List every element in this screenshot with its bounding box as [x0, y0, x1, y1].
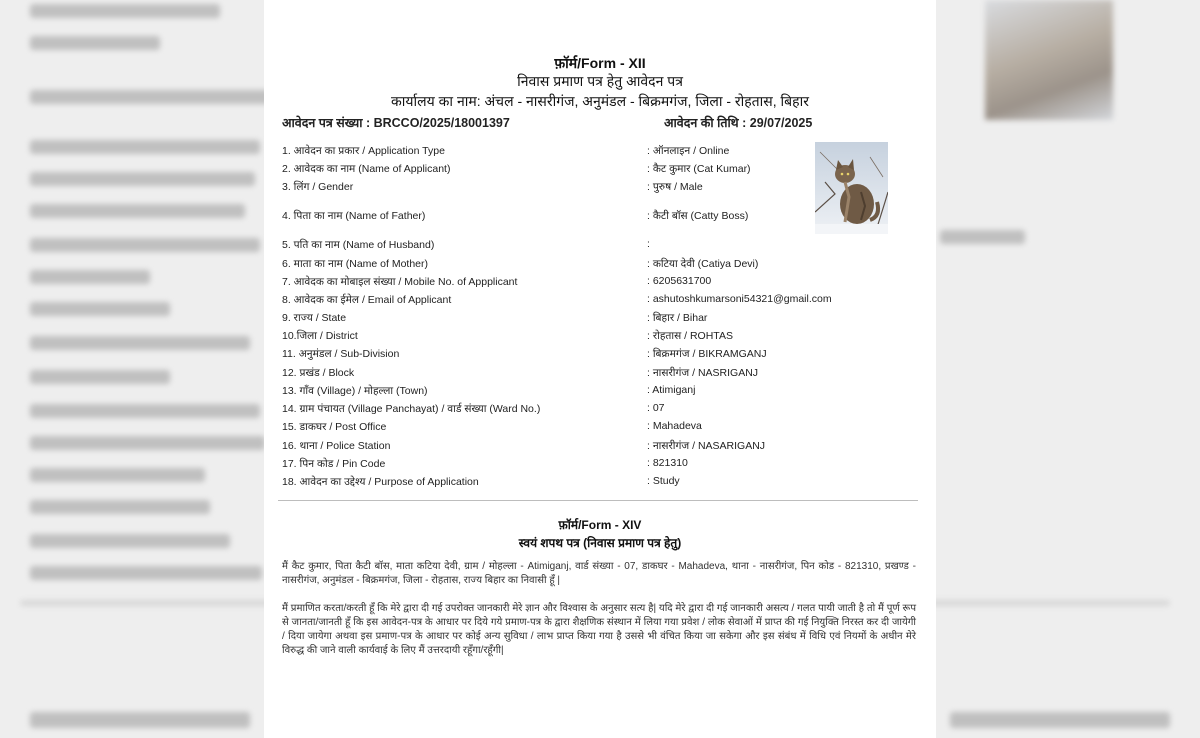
form-xiv-title: फ़ॉर्म/Form - XIV — [558, 518, 642, 532]
field-label: 4. पिता का नाम (Name of Father) — [282, 210, 426, 222]
field-label: 11. अनुमंडल / Sub-Division — [282, 348, 400, 360]
field-value: : पुरुष / Male — [647, 181, 703, 193]
field-label: 13. गाँव (Village) / मोहल्ला (Town) — [282, 385, 428, 397]
field-value: : ashutoshkumarsoni54321@gmail.com — [647, 293, 832, 305]
field-value: : Mahadeva — [647, 420, 702, 432]
application-number: आवेदन पत्र संख्या : BRCCO/2025/18001397 — [282, 116, 510, 130]
field-value: : कटिया देवी (Catiya Devi) — [647, 258, 759, 270]
residence-certificate-form — [264, 0, 936, 738]
form-xii-title: फ़ॉर्म/Form - XII — [554, 55, 646, 71]
declaration-paragraph: मैं प्रमाणित करता/करती हूँ कि मेरे द्वारा दी गई उपरोक्त जानकारी मेरे ज्ञान और विश्वास के अनुसार सत्य है| यदि मेरे द्वारा दी गई जानकारी असत्य / गलत पायी जाती है तो मैं पूर्ण रूप से जानता/जानती हूँ कि इस आवेदन-पत्र के आधार पर दिये गये प्रमाण-पत्र के द्वारा शैक्षणिक संस्थान में लिया गया प्रवेश / लोक सेवाओं में प्राप्त की गई नियुक्ति निरस्त कर दी जायेगी / दिया जायेगा अथवा इस प्रमाण-पत्र के आधार पर कोई अन्य सुविधा / लाभ प्राप्त किया गया है उससे भी वंचित किया जा सकेगा और इस संबंध में विधि एवं नियमों के अधीन मेरे विरुद्ध की जाने वाली कार्यवाई के लिए मैं उत्तरदायी रहूँगा/रहूँगी| — [282, 603, 916, 656]
field-label: 12. प्रखंड / Block — [282, 367, 355, 379]
field-value: : 821310 — [647, 457, 688, 469]
field-label: 2. आवेदक का नाम (Name of Applicant) — [282, 163, 451, 175]
field-label: 10.जिला / District — [282, 330, 358, 342]
field-label: 7. आवेदक का मोबाइल संख्या / Mobile No. of Appplicant — [282, 276, 518, 288]
field-label: 3. लिंग / Gender — [282, 181, 354, 193]
field-label: 15. डाकघर / Post Office — [282, 421, 387, 433]
office-name: कार्यालय का नाम: अंचल - नासरीगंज, अनुमंडल - बिक्रमगंज, जिला - रोहतास, बिहार — [391, 93, 809, 109]
field-value: : 07 — [647, 402, 665, 414]
field-label: 8. आवेदक का ईमेल / Email of Applicant — [282, 294, 452, 306]
form-xiv-heading: स्वयं शपथ पत्र (निवास प्रमाण पत्र हेतु) — [518, 536, 682, 550]
field-value: : ऑनलाइन / Online — [647, 145, 730, 157]
section-divider — [278, 500, 918, 501]
field-label: 1. आवेदन का प्रकार / Application Type — [282, 145, 445, 157]
field-value: : बिहार / Bihar — [647, 312, 708, 324]
field-value: : बिक्रमगंज / BIKRAMGANJ — [647, 348, 767, 360]
field-value: : रोहतास / ROHTAS — [647, 330, 733, 342]
field-label: 5. पति का नाम (Name of Husband) — [282, 239, 435, 251]
field-label: 14. ग्राम पंचायत (Village Panchayat) / वार्ड संख्या (Ward No.) — [282, 403, 541, 415]
field-value: : Atimiganj — [647, 384, 696, 396]
affidavit-paragraph: मैं कैट कुमार, पिता कैटी बॉस, माता कटिया देवी, ग्राम / मोहल्ला - Atimiganj, वार्ड संख्या - 07, डाकघर - Mahadeva, थाना - नासरीगंज, पिन कोड - 821310, प्रखण्ड - नासरीगंज, अनुमंडल - बिक्रमगंज, जिला - रोहतास, राज्य बिहार का निवासी हूँ | — [282, 561, 916, 586]
field-label: 16. थाना / Police Station — [282, 440, 391, 452]
field-label: 18. आवेदन का उद्देश्य / Purpose of Application — [282, 476, 479, 488]
application-date: आवेदन की तिथि : 29/07/2025 — [664, 116, 813, 130]
field-value: : कैटी बॉस (Catty Boss) — [647, 210, 749, 222]
field-label: 6. माता का नाम (Name of Mother) — [282, 258, 429, 270]
field-label: 9. राज्य / State — [282, 312, 347, 324]
field-value: : नासरीगंज / NASARIGANJ — [647, 440, 766, 452]
field-value: : — [647, 238, 650, 250]
field-value: : नासरीगंज / NASRIGANJ — [647, 367, 759, 379]
field-value: : Study — [647, 475, 680, 487]
field-value: : 6205631700 — [647, 275, 712, 287]
form-xii-heading: निवास प्रमाण पत्र हेतु आवेदन पत्र — [517, 73, 683, 89]
cat-photo-icon — [815, 142, 888, 234]
field-value: : कैट कुमार (Cat Kumar) — [647, 163, 751, 175]
field-label: 17. पिन कोड / Pin Code — [282, 458, 386, 470]
